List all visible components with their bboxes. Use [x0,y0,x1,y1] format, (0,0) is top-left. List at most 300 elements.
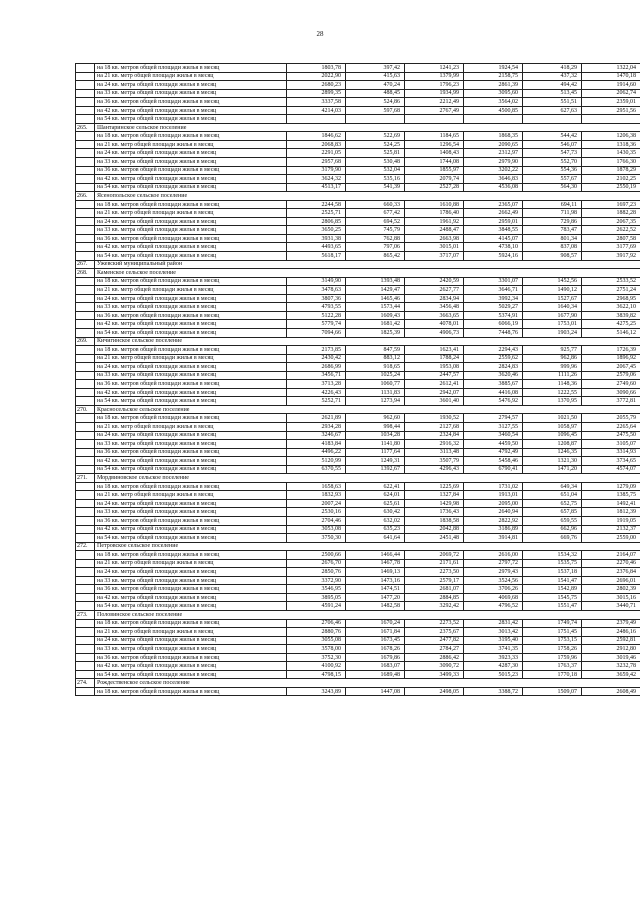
value-cell: 2451,48 [405,534,464,543]
section-title: Ужевский муниципальный район [95,260,640,269]
value-cell: 962,60 [346,414,405,423]
value-cell: 2379,49 [582,619,640,628]
value-cell: 1096,45 [523,431,582,440]
value-cell [464,115,523,124]
row-label: на 21 кв. метр общей площади жилья в месяц [95,286,287,295]
value-cell: 3460,54 [464,431,523,440]
table-row [76,499,640,508]
value-cell: 2132,37 [582,525,640,534]
row-label: на 21 кв. метр общей площади жилья в месяц [95,209,287,218]
row-number [76,585,95,594]
value-cell: 1370,95 [523,397,582,406]
value-cell: 1903,24 [523,328,582,337]
value-cell: 1961,92 [405,217,464,226]
row-number [76,602,95,611]
value-cell: 797,06 [346,243,405,252]
value-cell: 660,33 [346,200,405,209]
value-cell: 4591,24 [287,602,346,611]
value-cell: 1225,69 [405,482,464,491]
row-number: 268. [76,269,95,278]
value-cell: 1452,56 [523,277,582,286]
value-cell: 3095,60 [464,89,523,98]
tariff-table [75,63,640,696]
value-cell: 632,02 [346,516,405,525]
value-cell: 5146,12 [582,328,640,337]
value-cell [346,115,405,124]
row-label: на 33 кв. метра общей площади жилья в месяц [95,303,287,312]
table-row [76,98,640,107]
row-number [76,491,95,500]
section-row [76,192,640,201]
value-cell: 2068,83 [287,140,346,149]
value-cell: 847,59 [346,346,405,355]
value-cell: 2696,01 [582,576,640,585]
value-cell: 564,30 [523,183,582,192]
value-cell: 2676,70 [287,559,346,568]
value-cell: 1447,08 [346,687,405,696]
value-cell: 4100,92 [287,662,346,671]
value-cell: 2612,41 [405,380,464,389]
value-cell: 1322,04 [582,64,640,73]
row-number [76,380,95,389]
value-cell: 2244,58 [287,200,346,209]
value-cell: 557,67 [523,175,582,184]
value-cell: 1766,30 [582,158,640,167]
row-number [76,175,95,184]
table-row [76,593,640,602]
row-label: на 36 кв. метров общей площади жилья в месяц [95,234,287,243]
value-cell: 1924,54 [464,64,523,73]
value-cell: 1868,35 [464,132,523,141]
row-label: на 21 кв. метр общей площади жилья в месяц [95,140,287,149]
value-cell: 4296,43 [405,465,464,474]
value-cell: 745,79 [346,226,405,235]
value-cell: 1677,90 [523,311,582,320]
value-cell: 1855,97 [405,166,464,175]
table-body [76,64,640,696]
value-cell: 2608,49 [582,687,640,696]
value-cell: 1753,01 [523,320,582,329]
table-row [76,645,640,654]
value-cell: 1878,29 [582,166,640,175]
value-cell: 4493,65 [287,243,346,252]
table-row [76,491,640,500]
row-label: на 36 кв. метров общей площади жилья в месяц [95,516,287,525]
table-row [76,662,640,671]
value-cell: 3507,79 [405,457,464,466]
value-cell: 4226,43 [287,388,346,397]
row-number [76,158,95,167]
row-number: 269. [76,337,95,346]
value-cell: 1913,01 [464,491,523,500]
value-cell: 2270,46 [582,559,640,568]
value-cell: 1492,41 [582,499,640,508]
value-cell: 3752,30 [287,653,346,662]
table-row [76,209,640,218]
value-cell: 3090,72 [405,662,464,671]
value-cell: 5924,16 [464,252,523,261]
table-row [76,670,640,679]
value-cell: 3372,90 [287,576,346,585]
row-label: на 36 кв. метров общей площади жилья в месяц [95,448,287,457]
row-number [76,576,95,585]
row-number [76,457,95,466]
value-cell: 4513,17 [287,183,346,192]
value-cell: 2375,67 [405,628,464,637]
row-number [76,448,95,457]
value-cell: 1541,47 [523,576,582,585]
row-number [76,226,95,235]
value-cell: 2500,66 [287,551,346,560]
value-cell: 2912,80 [582,645,640,654]
row-number [76,64,95,73]
value-cell: 1208,87 [523,440,582,449]
value-cell: 3706,26 [464,585,523,594]
value-cell: 1896,92 [582,354,640,363]
row-number [76,465,95,474]
section-title: Красносельское сельское поселение [95,405,640,414]
row-label: на 24 кв. метра общей площади жилья в месяц [95,499,287,508]
value-cell: 729,86 [523,217,582,226]
value-cell: 3650,25 [287,226,346,235]
value-cell: 622,41 [346,482,405,491]
row-label: на 24 кв. метра общей площади жилья в месяц [95,217,287,226]
table-row [76,89,640,98]
value-cell: 2934,28 [287,422,346,431]
value-cell: 2171,61 [405,559,464,568]
value-cell: 2627,77 [405,286,464,295]
section-row [76,611,640,620]
table-row [76,414,640,423]
value-cell: 5476,92 [464,397,523,406]
row-number [76,252,95,261]
row-label: на 42 кв. метра общей площади жилья в месяц [95,243,287,252]
table-row [76,422,640,431]
value-cell: 2447,57 [405,371,464,380]
section-title: Каменское сельское поселение [95,269,640,278]
row-number [76,354,95,363]
value-cell: 6790,41 [464,465,523,474]
table-row [76,328,640,337]
table-row [76,687,640,696]
value-cell: 4183,84 [287,440,346,449]
value-cell: 1846,62 [287,132,346,141]
value-cell: 1934,99 [405,89,464,98]
value-cell: 2079,74 [405,175,464,184]
value-cell: 1527,67 [523,294,582,303]
table-row [76,158,640,167]
row-number [76,516,95,525]
table-row [76,636,640,645]
value-cell: 1763,37 [523,662,582,671]
table-row [76,354,640,363]
value-cell: 3659,42 [582,670,640,679]
row-label: на 42 кв. метра общей площади жилья в месяц [95,525,287,534]
value-cell: 1788,24 [405,354,464,363]
value-cell: 1953,08 [405,363,464,372]
section-title: Половинское сельское поселение [95,611,640,620]
row-label: на 21 кв. метр общей площади жилья в месяц [95,72,287,81]
value-cell: 3895,05 [287,593,346,602]
value-cell: 2884,85 [405,593,464,602]
table-row [76,525,640,534]
value-cell: 3499,33 [405,670,464,679]
row-label: на 18 кв. метров общей площади жилья в месяц [95,414,287,423]
value-cell: 2550,19 [582,183,640,192]
table-row [76,457,640,466]
table-row [76,508,640,517]
value-cell: 3186,89 [464,525,523,534]
value-cell: 883,12 [346,354,405,363]
value-cell: 3992,34 [464,294,523,303]
value-cell: 2592,81 [582,636,640,645]
value-cell: 1658,63 [287,482,346,491]
row-label: на 42 кв. метра общей площади жилья в месяц [95,457,287,466]
value-cell: 1537,18 [523,568,582,577]
value-cell: 669,76 [523,534,582,543]
value-cell: 1466,44 [346,551,405,560]
value-cell: 1678,26 [346,645,405,654]
row-label: на 21 кв. метр общей площади жилья в месяц [95,354,287,363]
table-row [76,619,640,628]
value-cell: 4536,08 [464,183,523,192]
value-cell: 2127,68 [405,422,464,431]
value-cell: 2420,59 [405,277,464,286]
value-cell: 3232,78 [582,662,640,671]
value-cell: 1249,31 [346,457,405,466]
value-cell: 2824,83 [464,363,523,372]
value-cell: 3195,40 [464,636,523,645]
row-number [76,534,95,543]
row-label: на 42 кв. метра общей площади жилья в месяц [95,106,287,115]
value-cell: 3546,95 [287,585,346,594]
value-cell: 2067,35 [582,217,640,226]
value-cell: 3620,46 [464,371,523,380]
value-cell: 1610,88 [405,200,464,209]
row-number [76,243,95,252]
table-row [76,568,640,577]
value-cell: 1060,77 [346,380,405,389]
value-cell: 711,98 [523,209,582,218]
value-cell: 1679,86 [346,653,405,662]
row-number: 266. [76,192,95,201]
value-cell: 1681,42 [346,320,405,329]
section-row [76,123,640,132]
value-cell: 1825,39 [346,328,405,337]
value-cell: 3663,65 [405,311,464,320]
value-cell: 7094,66 [287,328,346,337]
value-cell: 4738,10 [464,243,523,252]
row-number [76,482,95,491]
value-cell: 3734,65 [582,457,640,466]
page-number: 28 [316,30,324,38]
value-cell: 1542,89 [523,585,582,594]
value-cell: 3564,02 [464,98,523,107]
value-cell: 3015,16 [582,593,640,602]
row-label: на 36 кв. метров общей площади жилья в месяц [95,311,287,320]
value-cell: 2861,39 [464,81,523,90]
value-cell: 4069,68 [464,593,523,602]
value-cell: 1770,18 [523,670,582,679]
value-cell: 2533,52 [582,277,640,286]
value-cell [523,115,582,124]
row-label: на 54 кв. метра общей площади жилья в месяц [95,465,287,474]
row-number [76,200,95,209]
value-cell: 662,96 [523,525,582,534]
value-cell: 2477,82 [405,636,464,645]
value-cell: 1689,48 [346,670,405,679]
value-cell: 2527,28 [405,183,464,192]
table-row [76,217,640,226]
value-cell: 2751,24 [582,286,640,295]
value-cell: 3127,55 [464,422,523,431]
value-cell: 1640,34 [523,303,582,312]
value-cell: 2062,74 [582,89,640,98]
value-cell: 624,01 [346,491,405,500]
value-cell: 3177,69 [582,243,640,252]
row-number: 272. [76,542,95,551]
table-row [76,234,640,243]
table-row [76,252,640,261]
value-cell: 1474,51 [346,585,405,594]
value-cell: 3019,46 [582,653,640,662]
value-cell: 1882,28 [582,209,640,218]
value-cell: 3053,08 [287,525,346,534]
value-cell: 3923,33 [464,653,523,662]
value-cell: 522,69 [346,132,405,141]
value-cell: 1273,94 [346,397,405,406]
value-cell: 1736,43 [405,508,464,517]
value-cell: 1573,44 [346,303,405,312]
row-number [76,662,95,671]
row-number [76,132,95,141]
row-label: на 42 кв. метра общей площади жилья в месяц [95,388,287,397]
table-row [76,585,640,594]
row-label: на 18 кв. метров общей площади жилья в месяц [95,687,287,696]
table-row [76,64,640,73]
value-cell: 4214,03 [287,106,346,115]
value-cell: 3456,48 [405,303,464,312]
value-cell: 1731,02 [464,482,523,491]
value-cell: 3243,89 [287,687,346,696]
value-cell: 4574,07 [582,465,640,474]
value-cell: 2090,65 [464,140,523,149]
value-cell: 2681,07 [405,585,464,594]
section-row [76,260,640,269]
section-title: Рождественское сельское поселение [95,679,640,688]
row-number [76,628,95,637]
value-cell: 2797,72 [464,559,523,568]
value-cell: 2886,42 [405,653,464,662]
value-cell: 1758,26 [523,645,582,654]
value-cell: 2294,43 [464,346,523,355]
value-cell: 2767,49 [405,106,464,115]
value-cell: 3440,71 [582,602,640,611]
value-cell: 4287,30 [464,662,523,671]
value-cell: 4500,85 [464,106,523,115]
value-cell: 470,24 [346,81,405,90]
row-number [76,149,95,158]
value-cell: 635,23 [346,525,405,534]
value-cell: 1184,65 [405,132,464,141]
value-cell: 2095,00 [464,499,523,508]
value-cell: 865,42 [346,252,405,261]
value-cell: 962,86 [523,354,582,363]
row-label: на 18 кв. метров общей площади жилья в месяц [95,277,287,286]
row-number [76,115,95,124]
value-cell: 524,25 [346,140,405,149]
value-cell: 5374,91 [464,311,523,320]
value-cell: 2212,49 [405,98,464,107]
value-cell: 3478,63 [287,286,346,295]
row-label: на 24 кв. метра общей площади жилья в месяц [95,636,287,645]
value-cell: 2802,39 [582,585,640,594]
row-number [76,294,95,303]
value-cell: 1919,05 [582,516,640,525]
table-row [76,448,640,457]
value-cell: 2312,97 [464,149,523,158]
value-cell: 2498,05 [405,687,464,696]
row-number: 273. [76,611,95,620]
row-number: 270. [76,405,95,414]
value-cell: 2579,17 [405,576,464,585]
value-cell: 1812,39 [582,508,640,517]
value-cell: 1222,55 [523,388,582,397]
row-number [76,320,95,329]
value-cell: 541,39 [346,183,405,192]
row-label: на 42 кв. метра общей площади жилья в месяц [95,593,287,602]
table-row [76,311,640,320]
value-cell: 1744,08 [405,158,464,167]
value-cell: 3885,67 [464,380,523,389]
value-cell: 551,51 [523,98,582,107]
value-cell: 2173,85 [287,346,346,355]
value-cell: 1683,07 [346,662,405,671]
value-cell: 3314,93 [582,448,640,457]
value-cell: 4496,22 [287,448,346,457]
value-cell: 1753,15 [523,636,582,645]
value-cell: 1318,36 [582,140,640,149]
value-cell: 3055,08 [287,636,346,645]
table-row [76,140,640,149]
value-cell: 2704,46 [287,516,346,525]
row-number [76,645,95,654]
value-cell: 4798,15 [287,670,346,679]
row-label: на 24 кв. метра общей площади жилья в месяц [95,81,287,90]
table-row [76,576,640,585]
row-number [76,98,95,107]
section-title: Мордвиновское сельское поселение [95,474,640,483]
value-cell: 1490,12 [523,286,582,295]
value-cell: 1509,07 [523,687,582,696]
value-cell: 627,63 [523,106,582,115]
table-row [76,371,640,380]
row-label: на 21 кв. метр общей площади жилья в месяц [95,559,287,568]
value-cell: 488,45 [346,89,405,98]
row-number [76,397,95,406]
value-cell: 2488,47 [405,226,464,235]
row-label: на 21 кв. метр общей площади жилья в месяц [95,491,287,500]
value-cell: 3246,67 [287,431,346,440]
value-cell: 1534,32 [523,551,582,560]
row-label: на 33 кв. метра общей площади жилья в месяц [95,226,287,235]
value-cell: 5120,99 [287,457,346,466]
row-number [76,209,95,218]
value-cell: 2831,42 [464,619,523,628]
value-cell: 2784,27 [405,645,464,654]
value-cell: 2942,07 [405,388,464,397]
row-label: на 33 кв. метра общей площади жилья в месяц [95,645,287,654]
